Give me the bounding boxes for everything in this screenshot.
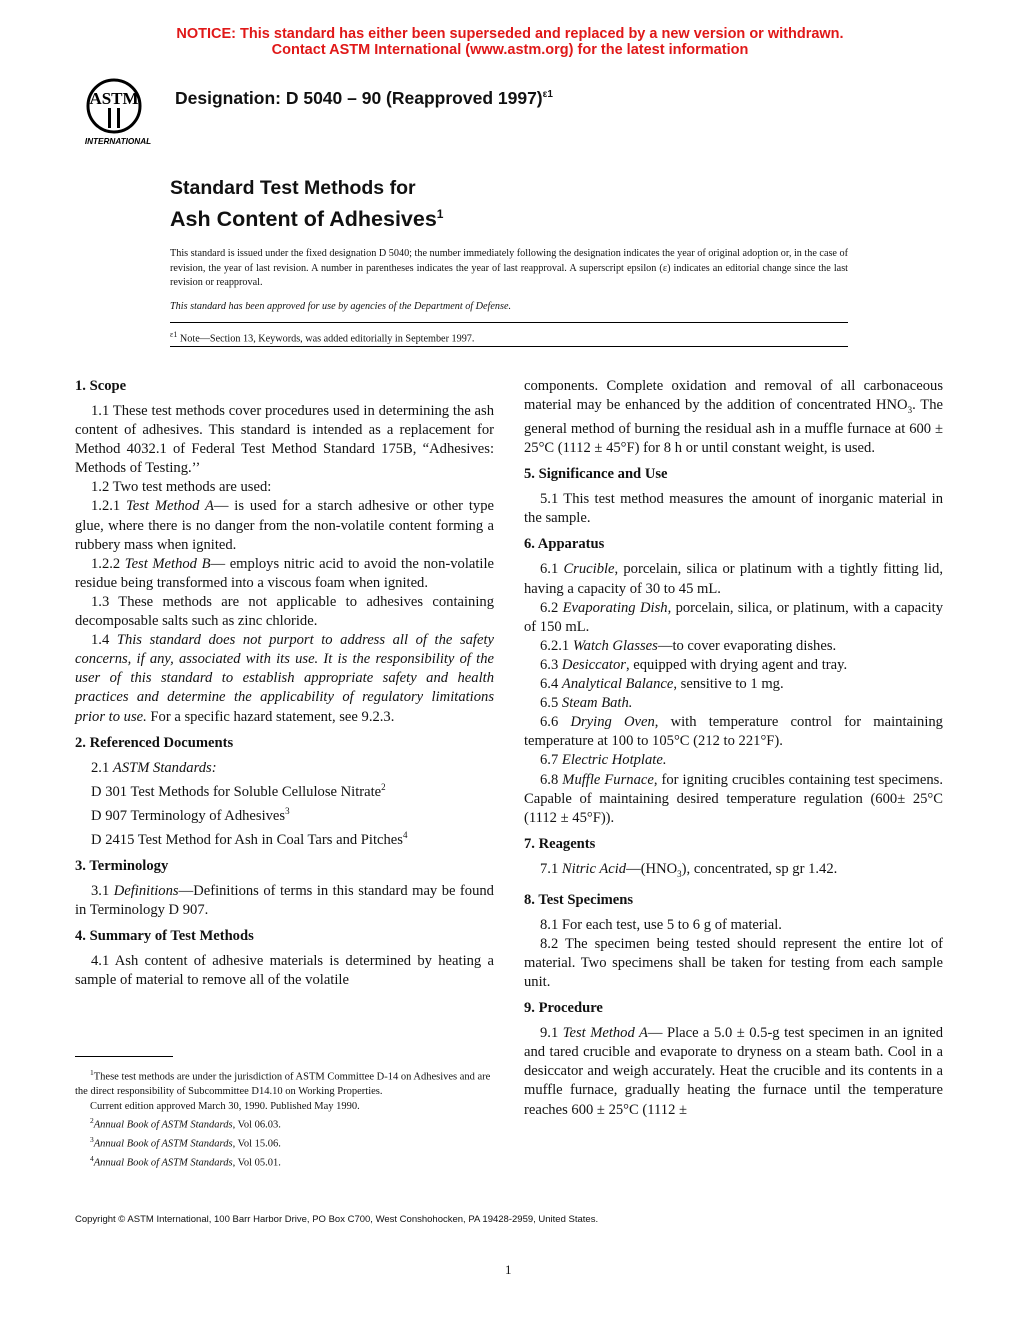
- apparatus-item: 6.3 Desiccator, equipped with drying agent and tray.: [540, 656, 848, 673]
- notice-line-1: NOTICE: This standard has either been superseded and replaced by a new version or withdrawn.: [176, 26, 844, 42]
- right-column: [524, 377, 943, 1120]
- paragraph-8-2: 8.2 The specimen being tested should represent the entire lot of material. Two specimens shall be taken for testing from each sample unit.: [524, 935, 943, 991]
- title-line-2: Ash Content of Adhesives: [170, 207, 437, 232]
- reference-d2415: D 2415 Test Method for Ash in Coal Tars and Pitches$^4$: [91, 829, 408, 848]
- footnote-3: $^3$Annual Book of ASTM Standards, Vol 15.06.: [90, 1135, 281, 1150]
- paragraph-1-4: 1.4 This standard does not purport to address all of the safety concerns, if any, associated with its use. It is the responsibility of the user of this standard to establish appropriate safety and health practices and determine the applicability of regulatory limitations prior to use. For a specific hazard statement, see 9.2.3.: [75, 632, 494, 725]
- paragraph-5-1: 5.1 This test method measures the amount of inorganic material in the sample.: [524, 491, 943, 527]
- footnotes: [75, 1066, 495, 1171]
- apparatus-item: 6.2 Evaporating Dish, porcelain, silica, or platinum, with a capacity of 150 mL.: [524, 599, 943, 635]
- footnote-2: $^2$Annual Book of ASTM Standards, Vol 06.03.: [90, 1116, 281, 1131]
- title-footnote-mark: 1: [436, 207, 444, 221]
- section-heading-referenced-documents: 2. Referenced Documents: [75, 734, 234, 751]
- paragraph-4-1-continued: components. Complete oxidation and removal of all carbonaceous material may be enhanced by the addition of concentrated $HNO_3$. The general method of burning the residual ash in a muffle furnace at 600 ± 25°C (1112 ± 45°F) for 8 h or until constant weight, is used.: [524, 378, 943, 457]
- astm-logo: [74, 76, 164, 148]
- notice-line-2: Contact ASTM International (www.astm.org) for the latest information: [271, 42, 749, 58]
- copyright-line: Copyright © ASTM International, 100 Barr Harbor Drive, PO Box C700, West Conshohocken, PA 19428-2959, United States.: [75, 1214, 599, 1225]
- title-line-1: Standard Test Methods for: [170, 177, 416, 199]
- apparatus-item: 6.1 Crucible, porcelain, silica or platinum with a tightly fitting lid, having a capacity of 30 to 45 mL.: [524, 561, 943, 597]
- apparatus-item: 6.4 Analytical Balance, sensitive to 1 mg.: [540, 676, 784, 693]
- apparatus-item: 6.2.1 Watch Glasses—to cover evaporating dishes.: [540, 637, 837, 654]
- intro-rule-bottom: [170, 346, 848, 347]
- paragraph-2-1: 2.1 ASTM Standards:: [91, 759, 217, 776]
- section-heading-reagents: 7. Reagents: [524, 835, 596, 852]
- designation-text: Designation: D 5040 – 90 (Reapproved 1997): [175, 88, 543, 108]
- reference-d907: D 907 Terminology of Adhesives$^3$: [91, 805, 290, 824]
- logo-brand: ASTM: [89, 89, 139, 108]
- section-heading-apparatus: 6. Apparatus: [524, 536, 605, 553]
- paragraph-1-1: 1.1 These test methods cover procedures used in determining the ash content of adhesives. This standard is intended as a replacement for Method 4032.1 of Federal Test Method Standard 175B, “Adhesives: Methods of Testing.’’: [75, 403, 494, 477]
- paragraph-1-3: 1.3 These methods are not applicable to adhesives containing decomposable salts such as zinc chloride.: [75, 593, 494, 630]
- paragraph-8-1: 8.1 For each test, use 5 to 6 g of material.: [540, 916, 782, 933]
- designation: [175, 88, 553, 109]
- intro-rule-top: [170, 322, 848, 323]
- paragraph-7-1: 7.1 Nitric $Acid—(HNO_3)$, concentrated, sp gr 1.42.: [540, 860, 838, 879]
- document-title: [170, 175, 443, 232]
- paragraph-1-2: 1.2 Two test methods are used:: [91, 479, 272, 496]
- apparatus-item: 6.5 Steam Bath.: [540, 695, 633, 712]
- page-number: 1: [505, 1262, 512, 1277]
- section-heading-test-specimens: 8. Test Specimens: [524, 891, 634, 908]
- editorial-note: $^{\varepsilon 1}$ Note—Section 13, Keywords, was added editorially in September 1997.: [170, 330, 475, 345]
- issuance-statement: This standard is issued under the fixed designation D 5040; the number immediately following the designation indicates the year of original adoption or, in the case of revision, the year of last revision. A number in parentheses indicates the year of last reapproval. A superscript epsilon (ε) indicates an editorial change since the last revision or reapproval.: [170, 248, 848, 288]
- logo-sub: INTERNATIONAL: [84, 137, 152, 146]
- designation-superscript: ε1: [542, 89, 553, 101]
- apparatus-item: 6.6 Drying Oven, with temperature control for maintaining temperature at 100 to 105°C (212 to 221°F).: [524, 714, 943, 750]
- apparatus-item: 6.7 Electric Hotplate.: [540, 752, 667, 769]
- section-heading-terminology: 3. Terminology: [75, 857, 169, 874]
- section-heading-summary: 4. Summary of Test Methods: [75, 927, 254, 944]
- left-column: [75, 377, 494, 990]
- paragraph-9-1: 9.1 Test Method A— Place a 5.0 ± 0.5-g test specimen in an ignited and tared crucible and evaporate to dryness on a steam bath. Cool in a desiccator and weigh accurately. Heat the crucible and its contents in a muffle furnace, gradually heating the furnace until the temperature reaches 600 ± 25°C (1112 ±: [524, 1025, 943, 1118]
- dod-approval-statement: This standard has been approved for use by agencies of the Department of Defense.: [170, 301, 512, 312]
- withdrawal-notice: [0, 26, 1020, 58]
- footnote-4: $^4$Annual Book of ASTM Standards, Vol 05.01.: [90, 1154, 281, 1169]
- paragraph-1-2-1: 1.2.1 Test Method A— is used for a starch adhesive or other type glue, where there is no danger from the non-volatile content forming a rubbery mass when ignited.: [75, 498, 494, 553]
- reference-d301: D 301 Test Methods for Soluble Cellulose Nitrate$^2$: [91, 781, 386, 800]
- apparatus-item: 6.8 Muffle Furnace, for igniting crucibles containing test specimens. Capable of maintaining desired temperature regulation (600± 25°C (1112 ± 45°F)).: [524, 771, 944, 826]
- paragraph-3-1: 3.1 Definitions—Definitions of terms in this standard may be found in Terminology D 907.: [75, 882, 494, 918]
- section-heading-scope: 1. Scope: [75, 378, 127, 394]
- paragraph-1-2-2: 1.2.2 Test Method B— employs nitric acid to avoid the non-volatile residue being transformed into a viscous foam when ignited.: [75, 555, 495, 591]
- footnote-1: $^1$These test methods are under the jurisdiction of ASTM Committee D-14 on Adhesives and are the direct responsibility of Subcommittee D14.10 on Working Properties.: [75, 1068, 491, 1097]
- section-heading-procedure: 9. Procedure: [524, 1000, 603, 1017]
- section-heading-significance: 5. Significance and Use: [524, 466, 668, 483]
- footnote-1-edition: Current edition approved March 30, 1990. Published May 1990.: [90, 1100, 360, 1112]
- footnote-rule: [75, 1056, 173, 1057]
- paragraph-4-1-start: 4.1 Ash content of adhesive materials is determined by heating a sample of material to remove all of the volatile: [75, 952, 494, 988]
